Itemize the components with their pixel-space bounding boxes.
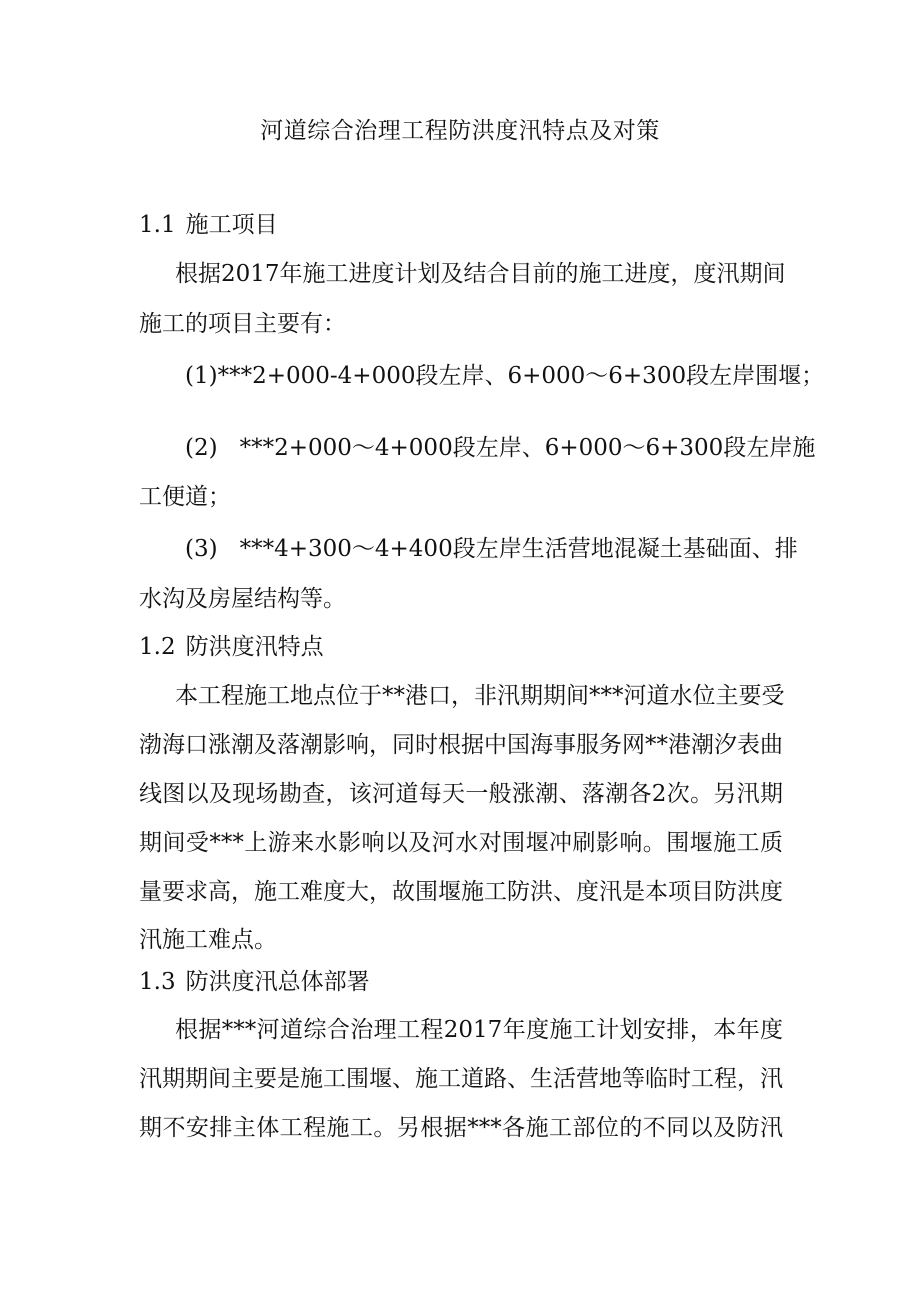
paragraph-line: 线图以及现场勘查，该河道每天一般涨潮、落潮各2次。另汛期 — [139, 781, 783, 807]
list-item-continuation: 水沟及房屋结构等。 — [139, 586, 346, 612]
list-item — [185, 360, 824, 392]
paragraph-line: 期间受***上游来水影响以及河水对围堰冲刷影响。围堰施工质 — [139, 830, 783, 856]
section-number: 1.3 — [139, 969, 176, 995]
section-heading-1-2 — [139, 631, 324, 663]
section-number: 1.1 — [139, 212, 176, 238]
paragraph-line: 渤海口涨潮及落潮影响，同时根据中国海事服务网**港潮汐表曲 — [139, 732, 783, 758]
paragraph-line: 期不安排主体工程施工。另根据***各施工部位的不同以及防汛 — [139, 1115, 783, 1141]
paragraph-line: 本工程施工地点位于**港口，非汛期期间***河道水位主要受 — [175, 683, 785, 709]
list-item-text: ***2+000-4+000段左岸、6+000～6+300段左岸围堰； — [217, 363, 825, 389]
list-item-label: (3) — [185, 536, 218, 562]
paragraph-line: 根据***河道综合治理工程2017年度施工计划安排，本年度 — [175, 1017, 783, 1043]
paragraph-line: 汛施工难点。 — [139, 927, 277, 953]
list-item-label: (1) — [185, 363, 218, 389]
paragraph-line: 汛期期间主要是施工围堰、施工道路、生活营地等临时工程，汛 — [139, 1066, 783, 1092]
section-title: 防洪度汛总体部署 — [185, 969, 370, 995]
document-title: 河道综合治理工程防洪度汛特点及对策 — [260, 118, 660, 144]
section-title: 施工项目 — [185, 212, 278, 238]
paragraph-line: 量要求高，施工难度大，故围堰施工防洪、度汛是本项目防洪度 — [139, 879, 783, 905]
paragraph-line: 根据2017年施工进度计划及结合目前的施工进度，度汛期间 — [175, 261, 786, 287]
list-item — [185, 533, 798, 565]
section-number: 1.2 — [139, 634, 176, 660]
paragraph-line: 施工的项目主要有： — [139, 311, 346, 337]
section-heading-1-1 — [139, 209, 278, 241]
list-item-continuation: 工便道； — [139, 484, 231, 510]
section-title: 防洪度汛特点 — [185, 634, 324, 660]
list-item-text: ***4+300～4+400段左岸生活营地混凝土基础面、排 — [239, 536, 798, 562]
list-item — [185, 432, 816, 464]
list-item-text: ***2+000～4+000段左岸、6+000～6+300段左岸施 — [239, 435, 816, 461]
list-item-label: (2) — [185, 435, 218, 461]
section-heading-1-3 — [139, 966, 370, 998]
